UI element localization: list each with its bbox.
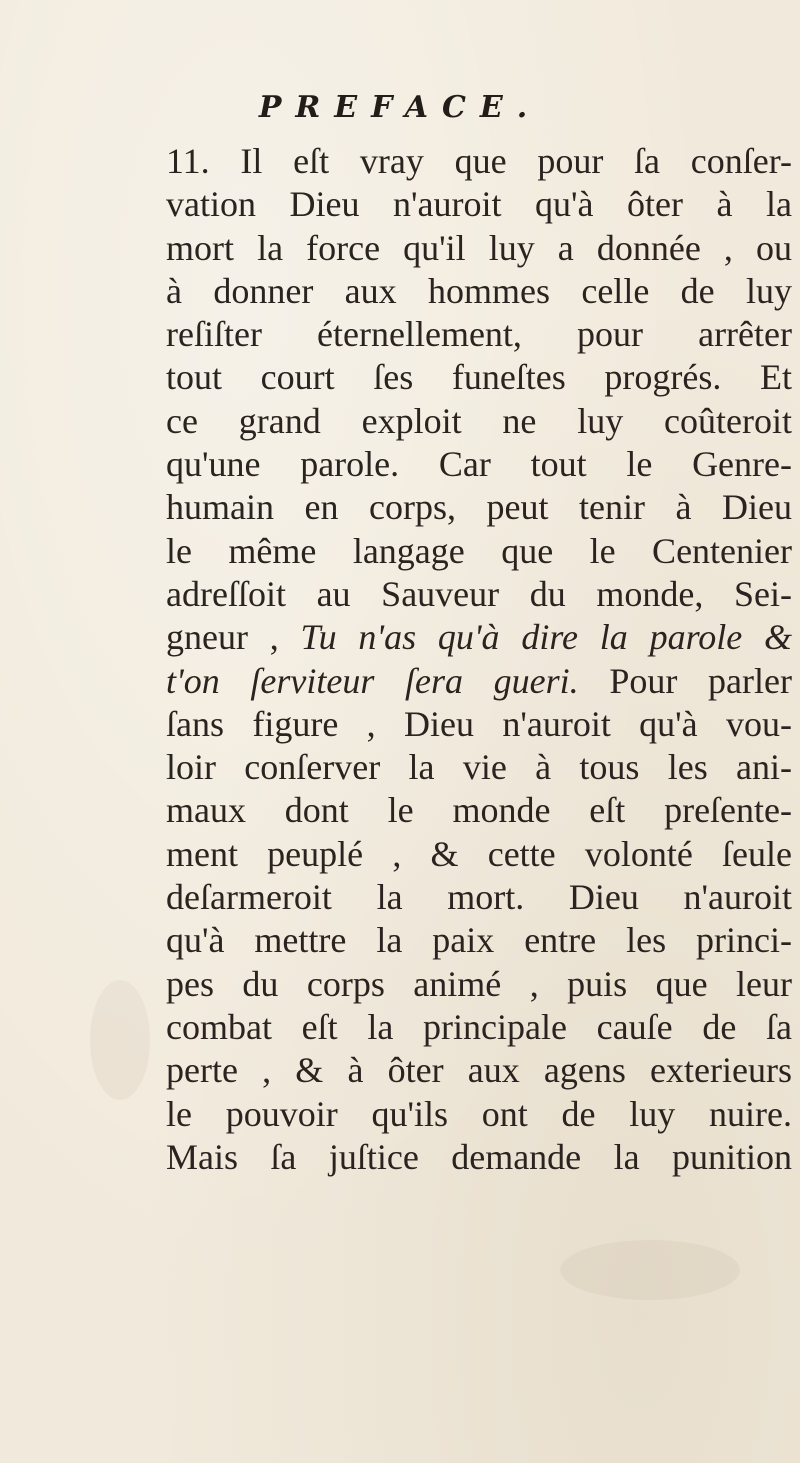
- text-line: le même langage que le Centenier: [166, 530, 792, 571]
- text-line: humain en corps, peut tenir à Dieu: [166, 487, 792, 528]
- text-line: combat eſt la principale cauſe de ſa: [166, 1006, 792, 1047]
- page-stain: [90, 980, 150, 1100]
- text-line: mort la force qu'il luy a donnée , ou: [166, 227, 792, 268]
- text-line: reſiſter éternellement, pour arrêter: [166, 314, 792, 355]
- text-line: à donner aux hommes celle de luy: [166, 270, 792, 311]
- body-text: [166, 140, 792, 1179]
- text-line: qu'une parole. Car tout le Genre-: [166, 444, 792, 485]
- text-line: 11. Il eſt vray que pour ſa conſer-: [166, 141, 792, 181]
- text-line: maux dont le monde eſt preſente-: [166, 790, 792, 831]
- text-line: qu'à mettre la paix entre les princi-: [166, 920, 792, 961]
- running-header: PREFACE.: [258, 90, 542, 125]
- text-line: ment peuplé , & cette volonté ſeule: [166, 833, 792, 874]
- italic-quote: t'on ſerviteur ſera gueri.: [166, 660, 579, 701]
- text-line: tout court ſes funeſtes progrés. Et: [166, 357, 792, 398]
- text-line: perte , & à ôter aux agens exterieurs: [166, 1050, 792, 1091]
- text-line: deſarmeroit la mort. Dieu n'auroit: [166, 877, 792, 918]
- page-stain: [560, 1240, 740, 1300]
- italic-quote: Tu n'as qu'à dire la parole &: [300, 617, 793, 658]
- text-line: ſans figure , Dieu n'auroit qu'à vou-: [166, 703, 792, 744]
- text-line: gneur , Tu n'as qu'à dire la parole &: [166, 617, 793, 658]
- text-line: adreſſoit au Sauveur du monde, Sei-: [166, 573, 792, 614]
- text-line: Mais ſa juſtice demande la punition: [166, 1136, 792, 1177]
- text-line: pes du corps animé , puis que leur: [166, 963, 792, 1004]
- text-line: ce grand exploit ne luy coûteroit: [166, 400, 792, 441]
- text-line: vation Dieu n'auroit qu'à ôter à la: [166, 184, 792, 225]
- text-line: loir conſerver la vie à tous les ani-: [166, 747, 792, 788]
- text-line: t'on ſerviteur ſera gueri. Pour parler: [166, 660, 792, 701]
- text-line: le pouvoir qu'ils ont de luy nuire.: [166, 1093, 792, 1134]
